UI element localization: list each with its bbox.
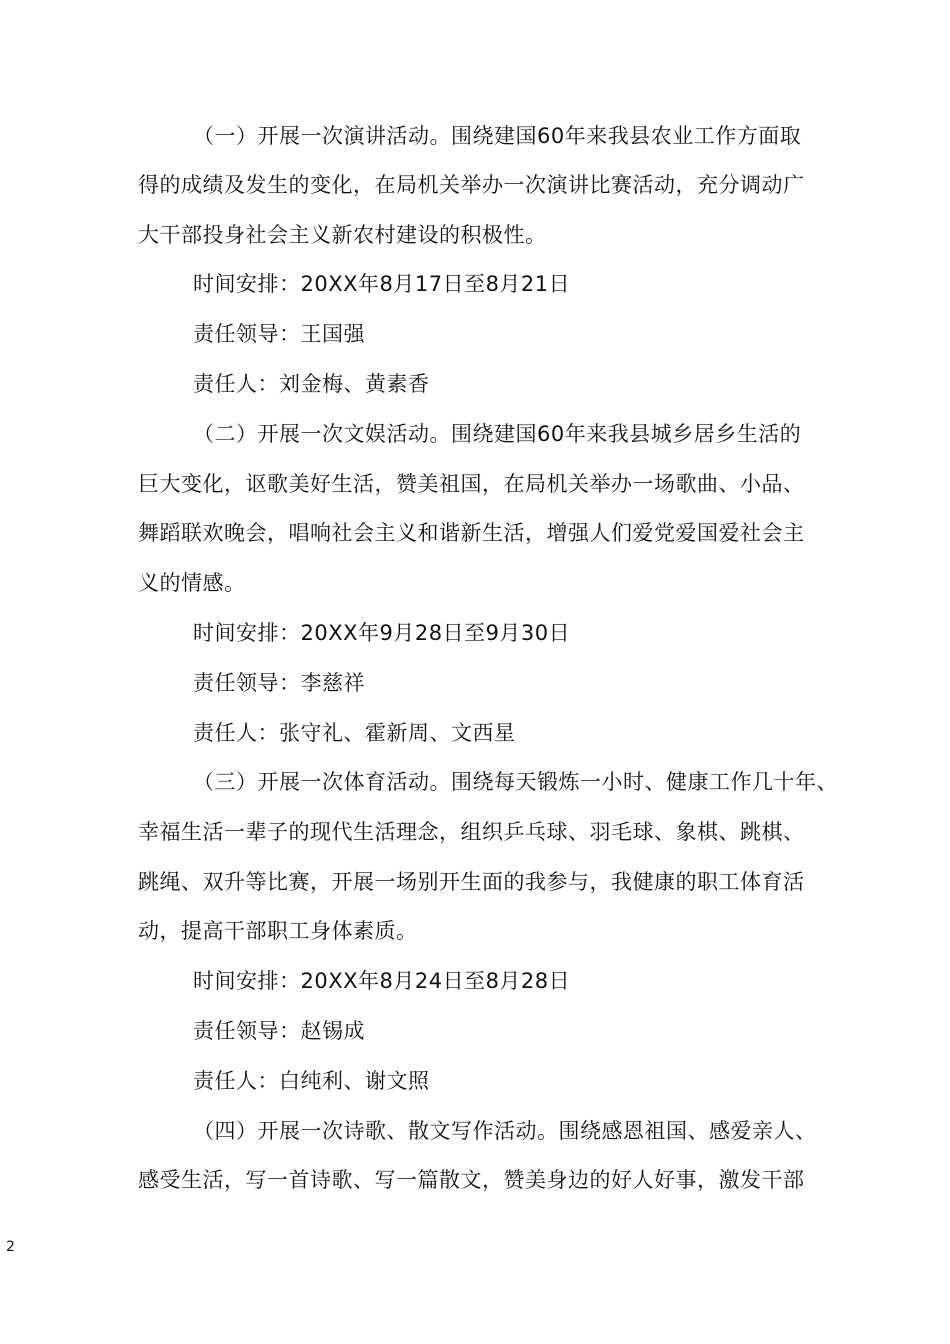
section-3-body-line: 动，提高干部职工身体素质。 bbox=[138, 919, 418, 943]
section-2-schedule: 时间安排：20XX年9月28日至9月30日 bbox=[193, 621, 571, 645]
section-1-heading-line: （一）开展一次演讲活动。围绕建国60年来我县农业工作方面取 bbox=[193, 124, 802, 148]
section-3-responsible: 责任人：白纯利、谢文照 bbox=[193, 1069, 430, 1093]
section-1-leader: 责任领导：王国强 bbox=[193, 322, 365, 346]
section-3-schedule: 时间安排：20XX年8月24日至8月28日 bbox=[193, 969, 571, 993]
section-2-body-line: 舞蹈联欢晚会，唱响社会主义和谐新生活，增强人们爱党爱国爱社会主 bbox=[138, 521, 805, 545]
section-2-responsible: 责任人：张守礼、霍新周、文西星 bbox=[193, 721, 516, 745]
section-1-body-line: 大干部投身社会主义新农村建设的积极性。 bbox=[138, 223, 547, 247]
section-2-body-line: 义的情感。 bbox=[138, 571, 246, 595]
section-2-body-line: 巨大变化，讴歌美好生活，赞美祖国，在局机关举办一场歌曲、小品、 bbox=[138, 472, 805, 496]
section-4-heading-line: （四）开展一次诗歌、散文写作活动。围绕感恩祖国、感爱亲人、 bbox=[193, 1119, 817, 1143]
section-1-responsible: 责任人：刘金梅、黄素香 bbox=[193, 372, 430, 396]
section-3-leader: 责任领导：赵锡成 bbox=[193, 1019, 365, 1043]
page-number: 2 bbox=[6, 1239, 15, 1255]
section-1-schedule: 时间安排：20XX年8月17日至8月21日 bbox=[193, 272, 571, 296]
section-2-leader: 责任领导：李慈祥 bbox=[193, 671, 365, 695]
section-3-body-line: 幸福生活一辈子的现代生活理念，组织乒乓球、羽毛球、象棋、跳棋、 bbox=[138, 820, 805, 844]
section-2-heading-line: （二）开展一次文娱活动。围绕建国60年来我县城乡居乡生活的 bbox=[193, 422, 802, 446]
section-1-body-line: 得的成绩及发生的变化，在局机关举办一次演讲比赛活动，充分调动广 bbox=[138, 173, 805, 197]
section-4-body-line: 感受生活，写一首诗歌、写一篇散文，赞美身边的好人好事，激发干部 bbox=[138, 1168, 805, 1192]
section-3-body-line: 跳绳、双升等比赛，开展一场别开生面的我参与，我健康的职工体育活 bbox=[138, 870, 805, 894]
section-3-heading-line: （三）开展一次体育活动。围绕每天锻炼一小时、健康工作几十年、 bbox=[193, 770, 838, 794]
